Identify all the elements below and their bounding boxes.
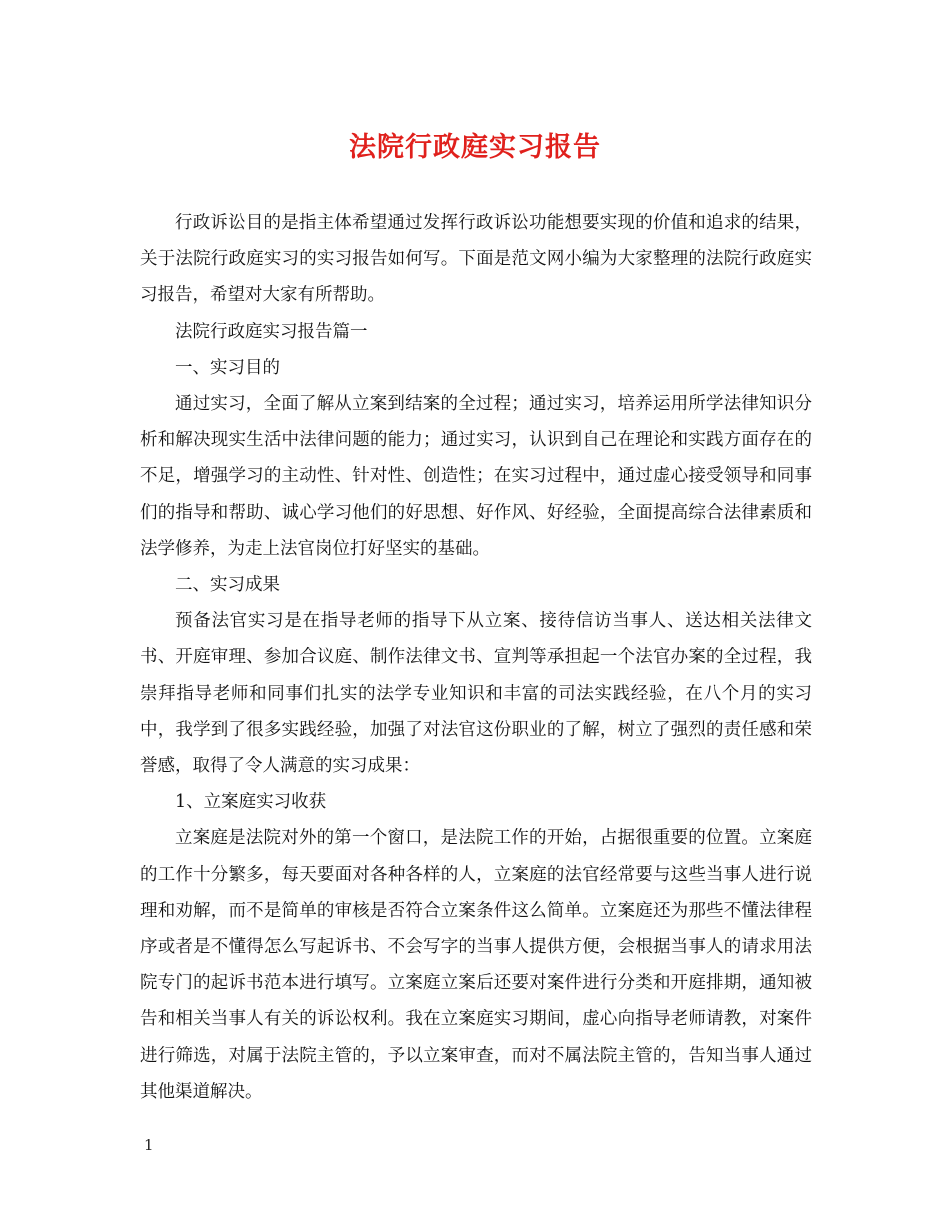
heading-filing-division: 1、立案庭实习收获 bbox=[175, 792, 327, 813]
document-body bbox=[140, 205, 812, 1110]
document-title: 法院行政庭实习报告 bbox=[349, 132, 601, 163]
section-heading-part-one: 法院行政庭实习报告篇一 bbox=[175, 321, 368, 342]
page-number: 1 bbox=[144, 1136, 154, 1154]
results-paragraph: 预备法官实习是在指导老师的指导下从立案、接待信访当事人、送达相关法律文书、开庭审理、参加合议庭、制作法律文书、宣判等承担起一个法官办案的全过程，我崇拜指导老师和同事们扎实的法学专业知识和丰富的司法实践经验，在八个月的实习中，我学到了很多实践经验，加强了对法官这份职业的了解，树立了强烈的责任感和荣誉感，取得了令人满意的实习成果： bbox=[140, 611, 812, 777]
intro-paragraph: 行政诉讼目的是指主体希望通过发挥行政诉讼功能想要实现的价值和追求的结果，关于法院行政庭实习的实习报告如何写。下面是范文网小编为大家整理的法院行政庭实习报告，希望对大家有所帮助。 bbox=[140, 213, 812, 306]
purpose-paragraph: 通过实习，全面了解从立案到结案的全过程；通过实习，培养运用所学法律知识分析和解决现实生活中法律问题的能力；通过实习，认识到自己在理论和实践方面存在的不足，增强学习的主动性、针对性、创造性；在实习过程中，通过虚心接受领导和同事们的指导和帮助、诚心学习他们的好思想、好作风、好经验，全面提高综合法律素质和法学修养，为走上法官岗位打好坚实的基础。 bbox=[140, 394, 812, 559]
filing-division-paragraph: 立案庭是法院对外的第一个窗口，是法院工作的开始，占据很重要的位置。立案庭的工作十分繁多，每天要面对各种各样的人，立案庭的法官经常要与这些当事人进行说理和劝解，而不是简单的审核是否符合立案条件这么简单。立案庭还为那些不懂法律程序或者是不懂得怎么写起诉书、不会写字的当事人提供方便，会根据当事人的请求用法院专门的起诉书范本进行填写。立案庭立案后还要对案件进行分类和开庭排期，通知被告和相关当事人有关的诉讼权利。我在立案庭实习期间，虚心向指导老师请教，对案件进行筛选，对属于法院主管的，予以立案审查，而对不属法院主管的，告知当事人通过其他渠道解决。 bbox=[140, 828, 812, 1102]
heading-internship-results: 二、实习成果 bbox=[175, 575, 280, 596]
heading-internship-purpose: 一、实习目的 bbox=[175, 357, 280, 378]
